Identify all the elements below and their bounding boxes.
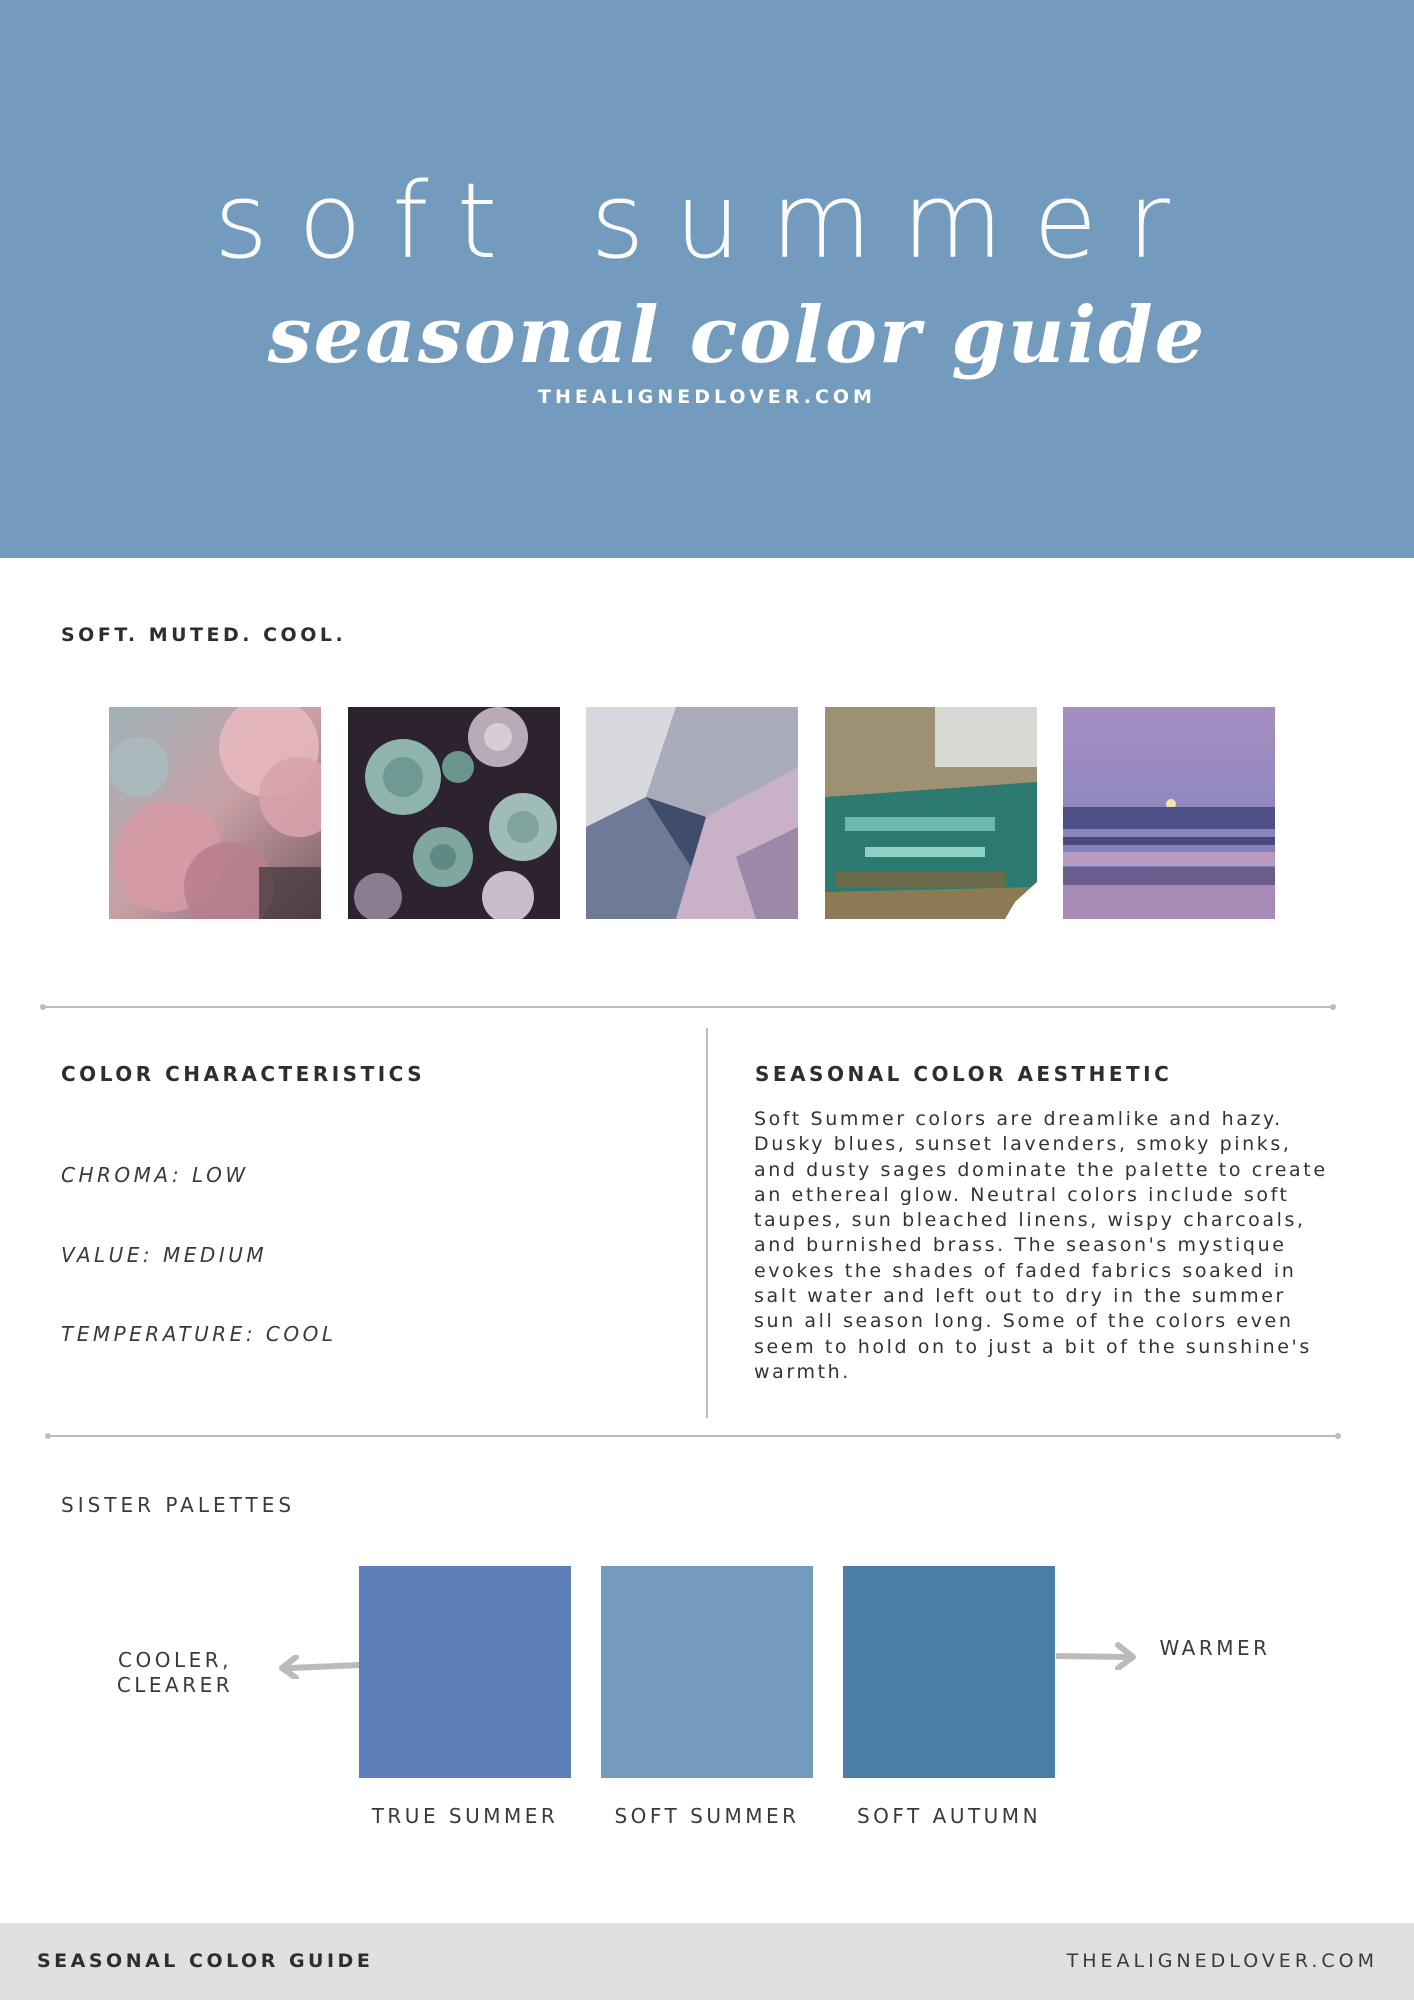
arrow-right-icon xyxy=(1056,1640,1140,1670)
sister-palettes-heading: SISTER PALETTES xyxy=(61,1493,296,1517)
crumpled-paper-image xyxy=(586,707,798,919)
page-title: soft summer xyxy=(214,160,1200,282)
swatch-label-soft-summer: SOFT SUMMER xyxy=(614,1804,800,1828)
swatch-label-true-summer: TRUE SUMMER xyxy=(371,1804,559,1828)
swatch-label-soft-autumn: SOFT AUTUMN xyxy=(856,1804,1042,1828)
column-divider xyxy=(706,1028,708,1418)
succulents-image xyxy=(348,707,560,919)
swatch-soft-autumn xyxy=(843,1566,1055,1778)
divider-top xyxy=(42,1006,1334,1008)
warmer-label: WARMER xyxy=(1159,1636,1271,1660)
footer xyxy=(0,1923,1414,2000)
cooler-label-text: COOLER, CLEARER xyxy=(116,1648,234,1697)
page-subtitle: seasonal color guide xyxy=(267,290,1207,381)
divider-bottom xyxy=(47,1435,1339,1437)
tagline: SOFT. MUTED. COOL. xyxy=(61,624,347,646)
swatch-soft-summer xyxy=(601,1566,813,1778)
aesthetic-heading: SEASONAL COLOR AESTHETIC xyxy=(755,1062,1173,1086)
aesthetic-body: Soft Summer colors are dreamlike and hazy. Dusky blues, sunset lavenders, smoky pinks, and dusty sages dominate the palette to create an ethereal glow. Neutral colors include soft taupes, sun bleached linens, wispy charcoals, and burnished brass. The season's mystique evokes the shades of faded fabrics soaked in salt water and left out to dry in the summer sun all season long. Some of the colors even seem to hold on to just a bit of the sunshine's warmth. xyxy=(754,1108,1328,1383)
swatch-true-summer xyxy=(359,1566,571,1778)
lavender-ocean-sunset-image xyxy=(1063,707,1275,919)
characteristic-chroma: CHROMA: LOW xyxy=(61,1163,249,1187)
abalone-shell-image xyxy=(825,707,1037,919)
footer-title: SEASONAL COLOR GUIDE xyxy=(37,1950,374,1972)
header-banner xyxy=(0,0,1414,558)
header-site-link[interactable]: THEALIGNEDLOVER.COM xyxy=(538,386,876,408)
pink-clouds-image xyxy=(109,707,321,919)
characteristic-value: VALUE: MEDIUM xyxy=(61,1243,268,1267)
characteristic-temperature: TEMPERATURE: COOL xyxy=(61,1322,337,1346)
arrow-left-icon xyxy=(276,1655,360,1679)
footer-site-link[interactable]: THEALIGNEDLOVER.COM xyxy=(1066,1950,1378,1972)
characteristics-heading: COLOR CHARACTERISTICS xyxy=(61,1062,426,1086)
cooler-label xyxy=(100,1648,250,1698)
